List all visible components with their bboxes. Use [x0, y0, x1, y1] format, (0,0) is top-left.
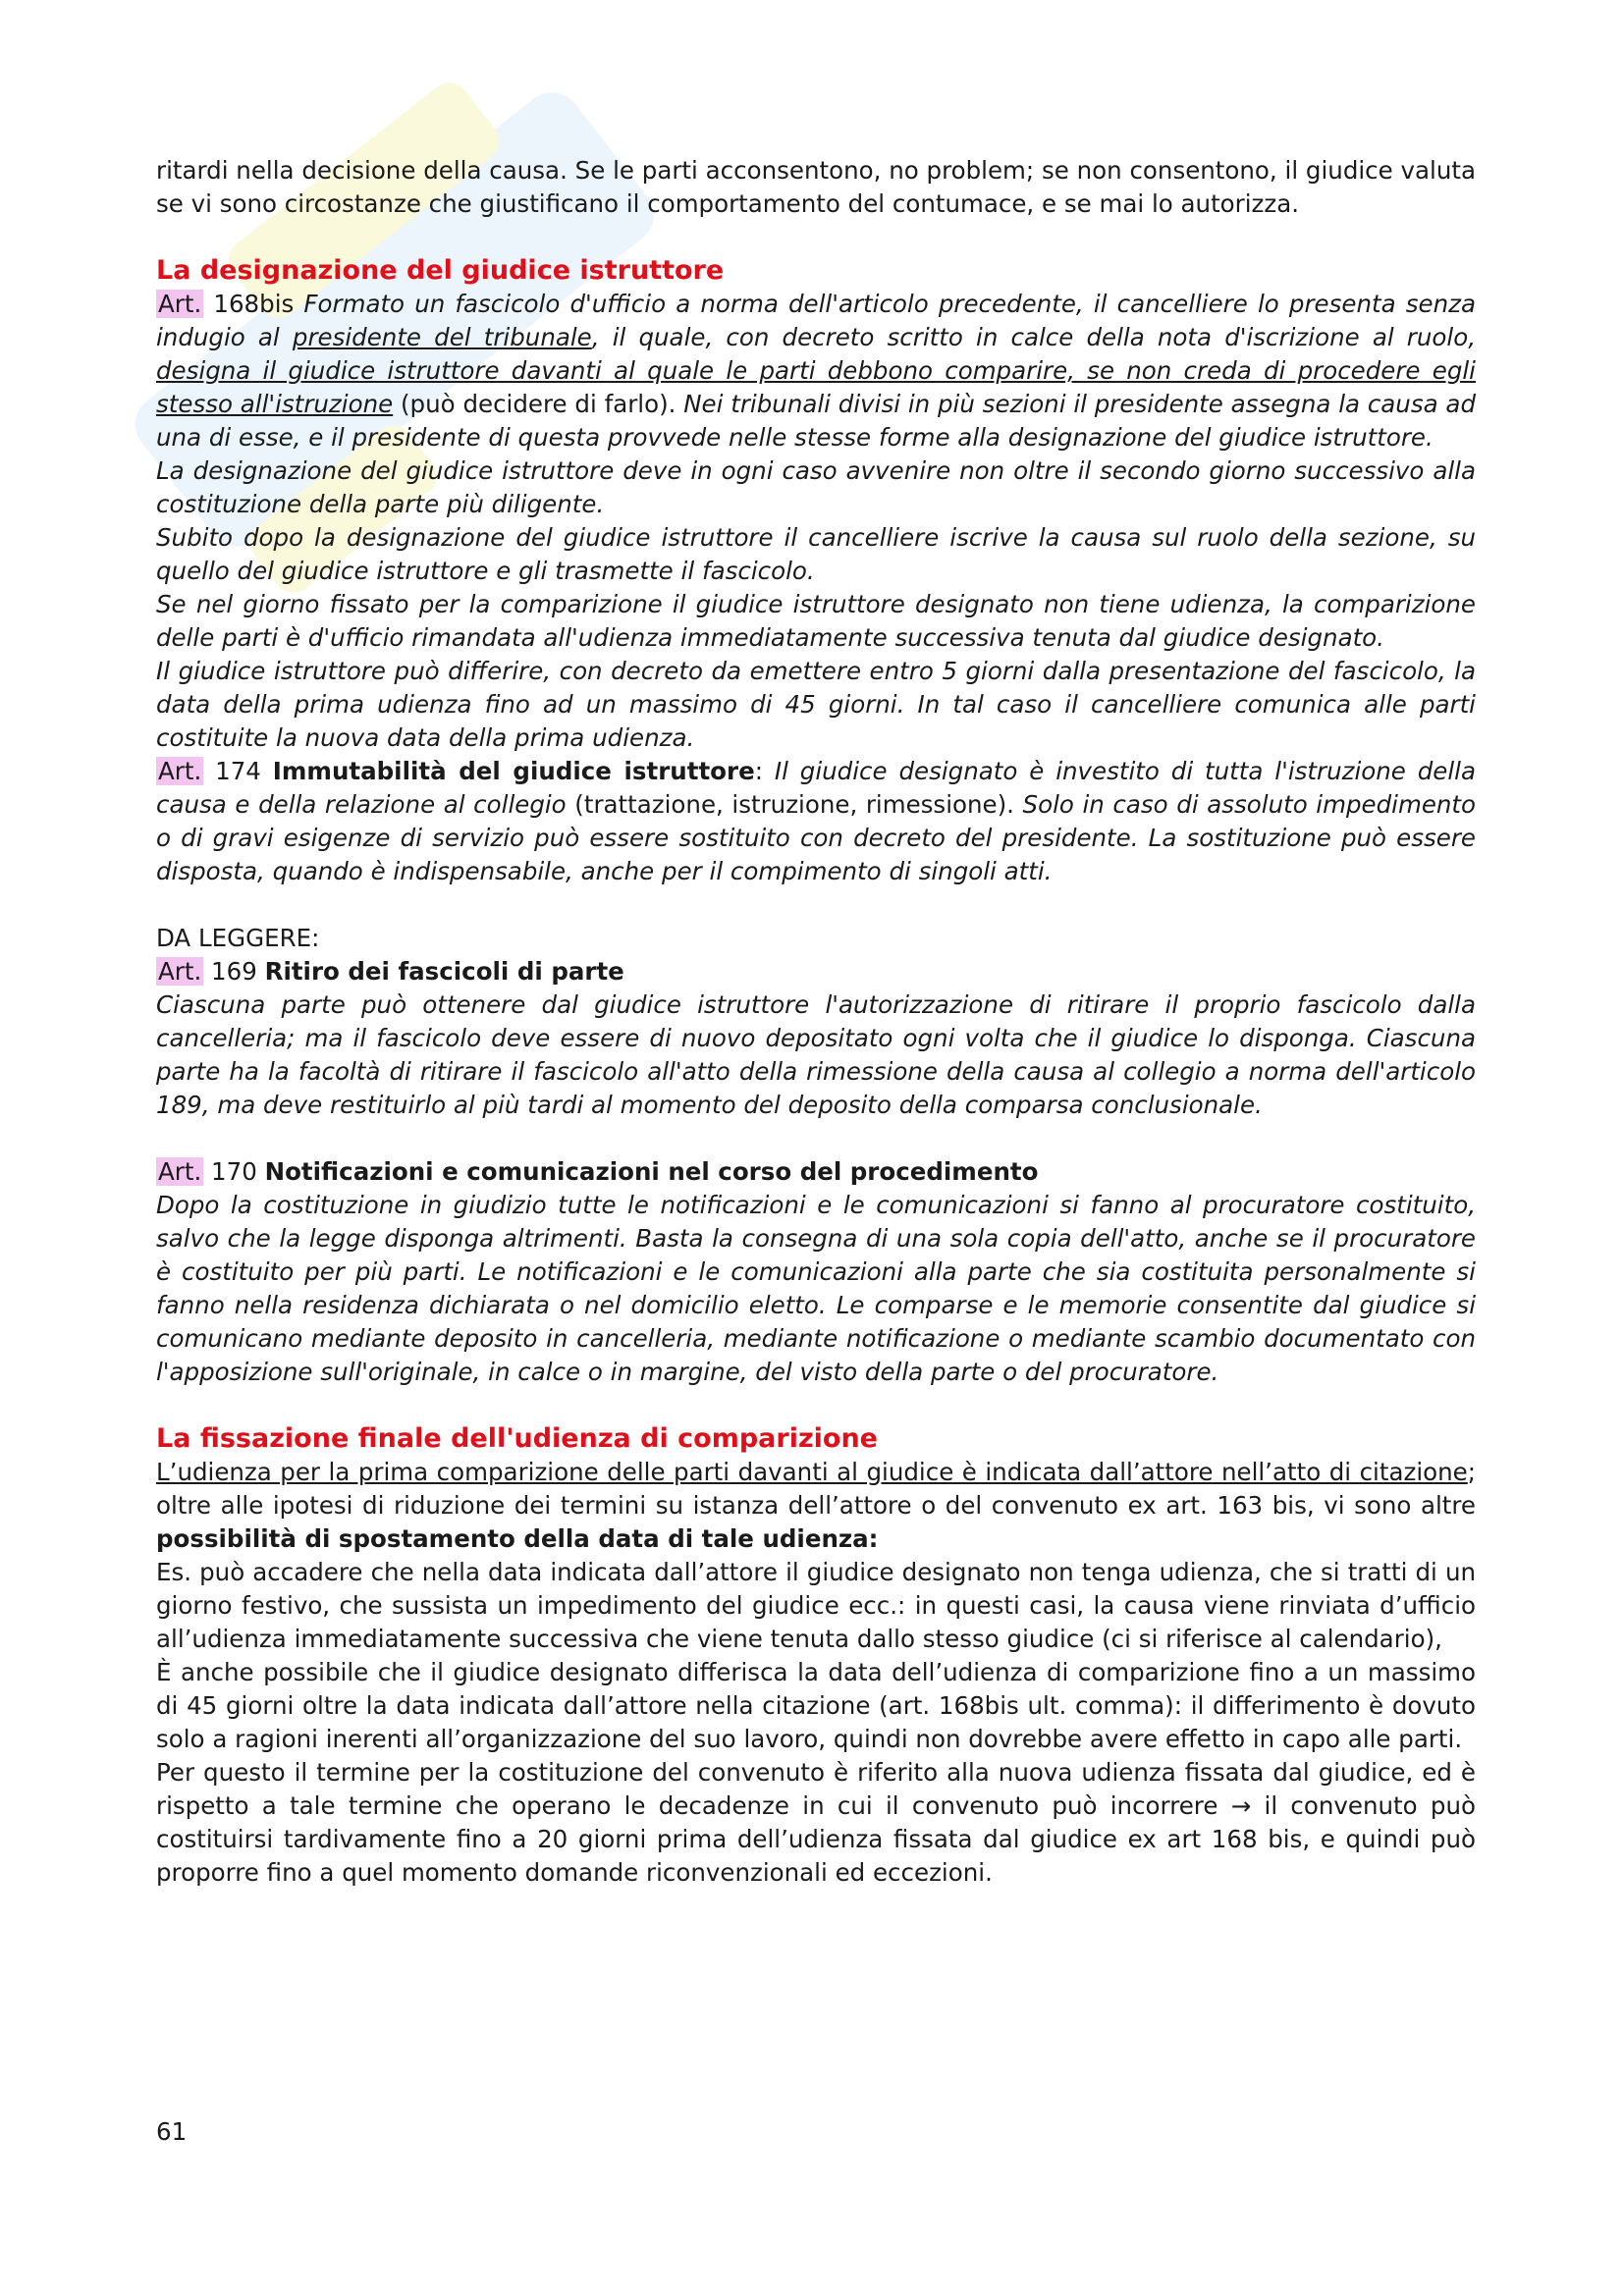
article-paragraph: Subito dopo la designazione del giudice istruttore il cancelliere iscrive la causa sul ruolo della sezione, su quello del giudice istruttore e gli trasmette il fascicolo. [156, 523, 1476, 585]
da-leggere-label: DA LEGGERE: [156, 924, 320, 952]
article-paragraph: La designazione del giudice istruttore deve in ogni caso avvenire non oltre il secondo giorno successivo alla costituzione della parte più diligente. [156, 456, 1476, 518]
underlined-text: designa il giudice istruttore davanti al quale le parti debbono comparire, se non creda di procedere egli stesso all'istruzione [156, 356, 1476, 418]
article-text: Il giudice designato è investito di tutta l'istruzione della causa e della relazione al collegio [156, 757, 1477, 819]
art-174-paragraph [156, 755, 1476, 888]
article-paragraph: Dopo la costituzione in giudizio tutte le notificazioni e le comunicazioni si fanno al procuratore costituito, salvo che la legge disponga altrimenti. Basta la consegna di una sola copia dell'atto, anche se il procuratore è costituito per più parti. Le notificazioni e le comunicazioni alla parte che sia costituita personalmente si fanno nella residenza dichiarata o nel domicilio eletto. Le comparse e le memorie consentite dal giudice si comunicano mediante deposito in cancelleria, mediante notificazione o mediante scambio documentato con l'apposizione sull'originale, in calce o in margine, del visto della parte o del procuratore. [156, 1191, 1476, 1386]
page-number: 61 [156, 2117, 188, 2146]
article-title: Ritiro dei fascicoli di parte [264, 957, 624, 986]
article-title: Notificazioni e comunicazioni nel corso del procedimento [264, 1157, 1039, 1186]
body-paragraph: Per questo il termine per la costituzione del convenuto è riferito alla nuova udienza fissata dal giudice, ed è rispetto a tale termine che operano le decadenze in cui il convenuto può incorrere → il convenuto può costituirsi tardivamente fino a 20 giorni prima dell’udienza fissata dal giudice ex art 168 bis, e quindi può proporre fino a quel momento domande riconvenzionali ed eccezioni. [156, 1758, 1476, 1887]
article-title: Immutabilità del giudice istruttore [272, 757, 755, 785]
article-number: 169 [203, 957, 265, 986]
fissazione-paragraph [156, 1456, 1476, 1556]
body-text: ; oltre alle ipotesi di riduzione dei termini su istanza dell’attore o del convenuto ex art. 163 bis, vi sono altre [156, 1458, 1476, 1520]
article-text: , il quale, con decreto scritto in calce della nota d'iscrizione al ruolo, [591, 323, 1476, 351]
note-text: (può decidere di farlo). [393, 390, 684, 418]
underlined-text: L’udienza per la prima comparizione delle parti davanti al giudice è indicata dall’attore nell’atto di citazione [156, 1458, 1468, 1486]
body-paragraph: È anche possibile che il giudice designato differisca la data dell’udienza di comparizione fino a un massimo di 45 giorni oltre la data indicata dall’attore nella citazione (art. 168bis ult. comma): il differimento è dovuto solo a ragioni inerenti all’organizzazione del suo lavoro, quindi non dovrebbe avere effetto in capo alle parti. [156, 1658, 1476, 1753]
art-170-title-line [156, 1155, 1476, 1189]
article-label: Art. [158, 1157, 202, 1186]
underlined-text: presidente del tribunale [292, 323, 592, 351]
article-text: Nei tribunali divisi in più sezioni il presidente assegna la causa ad una di esse, e il presidente di questa provvede nelle stesse forme alla designazione del giudice istruttore. [156, 390, 1476, 452]
section-heading-designazione: La designazione del giudice istruttore [156, 255, 725, 286]
art-169-title-line [156, 955, 1476, 988]
article-number: 174 [203, 757, 273, 785]
article-paragraph: Ciascuna parte può ottenere dal giudice istruttore l'autorizzazione di ritirare il proprio fascicolo dalla cancelleria; ma il fascicolo deve essere di nuovo depositato ogni volta che il giudice lo disponga. Ciascuna parte ha la facoltà di ritirare il fascicolo all'atto della rimessione della causa al collegio a norma dell'articolo 189, ma deve restituirlo al più tardi al momento del deposito della comparsa conclusionale. [156, 990, 1476, 1119]
section-heading-fissazione: La fissazione finale dell'udienza di comparizione [156, 1423, 878, 1454]
intro-paragraph: ritardi nella decisione della causa. Se le parti acconsentono, no problem; se non consentono, il giudice valuta se vi sono circostanze che giustificano il comportamento del contumace, e se mai lo autorizza. [156, 156, 1476, 218]
article-label: Art. [158, 290, 202, 318]
bold-text: possibilità di spostamento della data di tale udienza: [156, 1524, 879, 1553]
article-number: 170 [203, 1157, 265, 1186]
article-label: Art. [158, 757, 202, 785]
body-paragraph: Es. può accadere che nella data indicata dall’attore il giudice designato non tenga udienza, che si tratti di un giorno festivo, che sussista un impedimento del giudice ecc.: in questi casi, la causa viene rinviata d’ufficio all’udienza immediatamente successiva che viene tenuta dallo stesso giudice (ci si riferisce al calendario), [156, 1558, 1476, 1653]
note-text: (trattazione, istruzione, rimessione). [566, 790, 1023, 819]
article-text: Formato un fascicolo d'ufficio a norma dell'articolo precedente, il cancelliere lo presenta senza indugio al [156, 290, 1476, 351]
colon: : [754, 757, 775, 785]
document-body [156, 154, 1476, 1890]
article-paragraph: Il giudice istruttore può differire, con decreto da emettere entro 5 giorni dalla presentazione del fascicolo, la data della prima udienza fino ad un massimo di 45 giorni. In tal caso il cancelliere comunica alle parti costituite la nuova data della prima udienza. [156, 657, 1476, 752]
art-168bis-paragraph [156, 288, 1476, 454]
article-number: 168bis [203, 290, 304, 318]
article-text: Solo in caso di assoluto impedimento o di gravi esigenze di servizio può essere sostituito con decreto del presidente. La sostituzione può essere disposta, quando è indispensabile, anche per il compimento di singoli atti. [156, 790, 1477, 885]
article-paragraph: Se nel giorno fissato per la comparizione il giudice istruttore designato non tiene udienza, la comparizione delle parti è d'ufficio rimandata all'udienza immediatamente successiva tenuta dal giudice designato. [156, 590, 1476, 652]
article-label: Art. [158, 957, 202, 986]
